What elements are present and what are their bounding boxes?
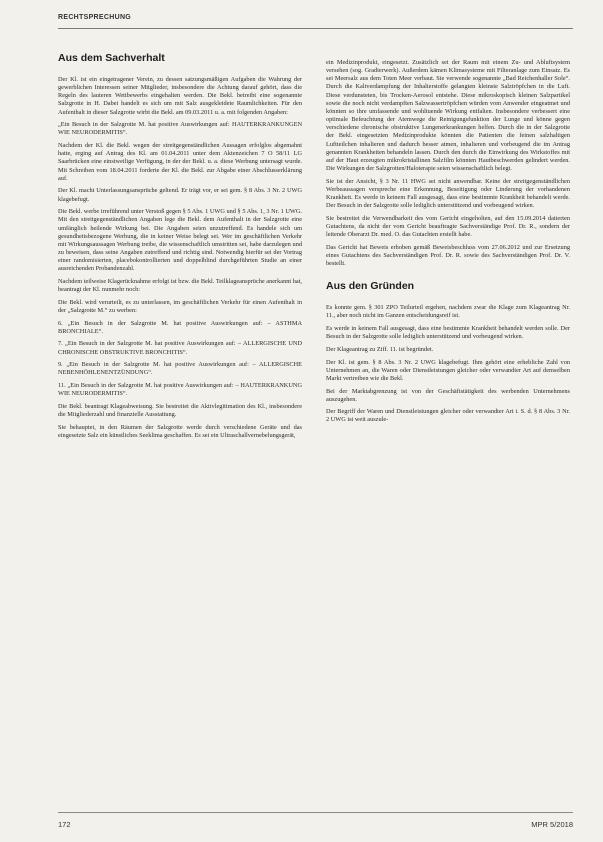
paragraph: ein Medizinprodukt, eingesetzt. Zusätzlich sei der Raum mit einem Zu- und Abluftsystem versehen (sog. Gradierwerk). Außerdem kämen Klimasysteme mit Filteranlage zum Einsatz. Es sei Meersalz aus dem Toten Meer verbaut. Sie verwende sogenannte „Bad Reichenhaller Sole“. Durch die Kaltverdampfung der Inhalierstoffe gelangten kleinste Salztröpfchen in die Luft. Diese verdunsteten, bis Trocken-Aerosol entstehe. Diese mikroskopisch kleinen Salzpartikel sowie die noch nicht verdampften Salzwassertröpfchen würden vom Anwender eingeatmet und könnten so ihre umfassende und wohltuende Wirkung entfalten. Insbesondere verbessert eine optimale Befeuchtung der Atemwege die Reinigungsfunktion der Lunge und könne gegen verschiedene chronische obstruktive Lungenerkrankungen helfen. Durch die in der Salzgrotte der Bekl. eingesetzten Medizinprodukte könnten die Patienten die feinen salzhaltigen Luftteilchen inhalieren und dadurch besser atmen, inhalieren und vorbeugend die im Antrag genannten Krankheiten behandeln lassen. Durch den durch die Einwirkung des Wirkstoffes mit auf der Haut erzeugten mikrokristallinen Salzfilm könnten Hautbeschwerden gelindert werden. Die Wirkungen der Salzgrotten/Haloterapie seien wissenschaftlich belegt. xyxy=(326,59,570,173)
paragraph: Sie ist der Ansicht, § 3 Nr. 11 HWG sei nicht anwendbar. Keine der streitgegenständlichen Werbeaussagen verspreche eine Erkennung, Beseitigung oder Linderung der vorhandenen Krankheit. Es werde in keinem Fall ausgesagt, dass eine bestimmte Krankheit behandelt werde. Der Besuch in der Salzgrotte solle lediglich unterstützend und vorbeugend wirken. xyxy=(326,177,570,210)
section-heading-sachverhalt: Aus dem Sachverhalt xyxy=(58,52,165,64)
right-paragraphs-bottom xyxy=(326,304,570,424)
left-paragraphs xyxy=(58,76,302,440)
paragraph: 6. „Ein Besuch in der Salzgrotte M. hat positive Auswirkungen auf: – ASTHMA BRONCHIALE“. xyxy=(58,319,302,335)
journal-issue: MPR 5/2018 xyxy=(531,820,573,829)
paragraph: Der Kl. macht Unterlassungsansprüche geltend. Er trägt vor, er sei gem. § 8 Abs. 3 Nr. 2 UWG klagebefugt. xyxy=(58,187,302,203)
paragraph: Der Begriff der Waren und Dienstleistungen gleicher oder verwandter Art i. S. d. § 8 Abs. 3 Nr. 2 UWG ist weit auszule- xyxy=(326,408,570,424)
paragraph: Es konnte gem. § 301 ZPO Teilurteil ergehen, nachdem zwar die Klage zum Klageantrag Nr. 11., aber noch nicht im Ganzen entscheidungsreif ist. xyxy=(326,304,570,320)
paragraph: 11. „Ein Besuch in der Salzgrotte M. hat positive Auswirkungen auf: – HAUTERKRANKUNG WIE NEURODERMITIS“. xyxy=(58,382,302,398)
paragraph: Bei der Marktabgrenzung ist von der Geschäftstätigkeit des werbenden Unternehmens auszugehen. xyxy=(326,387,570,403)
paragraph: Die Bekl. beantragt Klageabweisung. Sie bestreitet die Aktivlegitimation des Kl., insbesondere die Mitgliederzahl und finanzielle Ausstattung. xyxy=(58,402,302,418)
right-column xyxy=(326,59,570,429)
page-number: 172 xyxy=(58,820,71,829)
paragraph: Nachdem teilweise Klagerücknahme erfolgt ist bzw. die Bekl. Teilklageansprüche anerkannt hat, beantragt der Kl. nunmehr noch: xyxy=(58,277,302,294)
left-column xyxy=(58,52,302,444)
paragraph: Es werde in keinem Fall ausgesagt, dass eine bestimmte Krankheit behandelt werden solle. Der Besuch in der Salzgrotte solle lediglich unterstützend und vorbeugend wirken. xyxy=(326,325,570,341)
paragraph: Nachdem der Kl. die Bekl. wegen der streitgegenständlichen Aussagen erfolglos abgemahnt hatte, erging auf Antrag des Kl. am 01.04.2011 unter dem Aktenzeichen 7 O 58/11 LG Saarbrücken eine einstweilige Verfügung, in der der Bekl. u. a. diese Werbung untersagt wurde. Mit Schreiben vom 18.04.2011 forderte der Kl. die Bekl. zur Abgabe einer Abschlusserklärung auf. xyxy=(58,142,302,182)
paragraph: Der Kl. ist ein eingetragener Verein, zu dessen satzungsmäßigen Aufgaben die Wahrung der gewerblichen Interessen seiner Mitglieder, insbesondere die Achtung darauf gehört, dass die Regeln des lauteren Wettbewerbs eingehalten werden. Die Bekl. betreibt eine sogenannte Salzgrotte in H. Dabei handelt es sich um mit Salz ausgekleidete Raumlichkeiten. Für den Aufenthalt in dieser Salzgrotte wirbt die Bekl. am 09.03.2011 u. a. mit folgenden Angaben: xyxy=(58,76,302,116)
paragraph: Der Klageantrag zu Ziff. 11. ist begründet. xyxy=(326,345,434,353)
footer-rule xyxy=(58,812,573,813)
section-rubric: RECHTSPRECHUNG xyxy=(58,14,132,21)
right-paragraphs-top xyxy=(326,59,570,268)
paragraph: 7. „Ein Besuch in der Salzgrotte M. hat positive Auswirkungen auf: – ALLERGISCHE UND CHRONISCHE OBSTRUKTIVE BRONCHITIS“. xyxy=(58,340,302,356)
paragraph: Die Bekl. werbe irreführend unter Verstoß gegen § 5 Abs. 1 UWG und § 5 Abs. 1, 3 Nr. 1 UWG. Mit den streitgegenständlichen Angaben lege die Bekl. dem Aufenthalt in der Salzgrotte eine umfänglich heilende Wirkung bei. Die Angaben seien unzutreffend. Es handele sich um gesundheitsbezogene Werbung, die in keiner Weise belegt sei. Wer im geschäftlichen Verkehr mit Wirkungsaussagen Werbung treibe, die wissenschaftlich umstritten sei, habe darzulegen und zu beweisen, dass seine Angaben zutreffend und richtig sind. Notwendig hierfür sei der Vortrag einer randomisierten, placebokontrollierten und doppelblind durchgeführten Studie an einer ausreichenden Probandenzahl. xyxy=(58,208,302,273)
paragraph: Sie behauptet, in den Räumen der Salzgrotte werde durch verschiedene Geräte und das eingesetzte Salz ein künstliches Seeklima geschaffen. Es sei ein Ultraschallvernebelungsgerät, xyxy=(58,423,302,439)
section-heading-gruende: Aus den Gründen xyxy=(326,280,415,293)
paragraph: Das Gericht hat Beweis erhoben gemäß Beweisbeschluss vom 27.06.2012 und zur Ersetzung eines Gutachtens des Sachverständigen Prof. Dr. R. sowie des Sachverständigen Prof. Dr. V. bestellt. xyxy=(326,243,570,268)
paragraph: „Ein Besuch in der Salzgrotte M. hat positive Auswirkungen auf: HAUTERKRANKUNGEN WIE NEURODERMITIS“. xyxy=(58,121,302,137)
paragraph: Die Bekl. wird verurteilt, es zu unterlassen, im geschäftlichen Verkehr für einen Aufenthalt in der „Salzgrotte M.“ zu werben: xyxy=(58,298,302,314)
paragraph: Der Kl. ist gem. § 8 Abs. 3 Nr. 2 UWG klagebefugt. Ihm gehört eine erhebliche Zahl von Unternehmen an, die Waren oder Dienstleistungen gleicher oder verwandter Art auf demselben Markt vertreiben wie die Bekl. xyxy=(326,358,570,382)
paragraph: 9. „Ein Besuch in der Salzgrotte M. hat positive Auswirkungen auf: – ALLERGISCHE NEBENHÖHLENENTZÜNDUNG“. xyxy=(58,361,302,377)
paragraph: Sie bestreitet die Verwendbarkeit des vom Gericht eingeholten, auf den 15.09.2014 datierten Gutachtens, da nicht der vom Gericht beauftragte Sachverständige Prof. Dr. R., sondern der leitende Oberarzt Dr. med. O. das Gutachten erstellt habe. xyxy=(326,214,570,239)
header-rule xyxy=(58,28,573,29)
